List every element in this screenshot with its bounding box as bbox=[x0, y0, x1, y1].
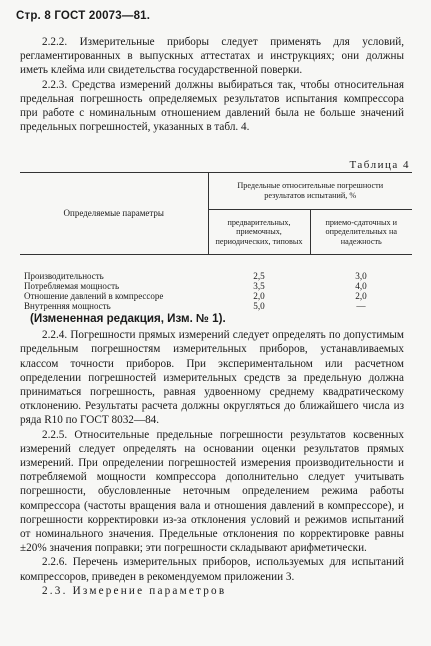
revision-note: (Измененная редакция, Изм. № 1). bbox=[30, 312, 226, 325]
row-value-2: — bbox=[356, 301, 366, 311]
paragraph-2-2-3: 2.2.3. Средства измерений должны выбираться так, чтобы относительная предельная погрешность определяемых результатов испытания компрессора при работе с номинальным отношением давлений была не больше значений предельных погрешностей, указанных в табл. 4. bbox=[20, 78, 404, 134]
section-heading-2-3: 2.3. Измерение параметров bbox=[42, 584, 227, 597]
param-header: Определяемые параметры bbox=[20, 173, 208, 255]
row-value-2: 4,0 bbox=[355, 281, 367, 291]
table-row bbox=[20, 281, 412, 291]
paragraph-2-2-6: 2.2.6. Перечень измерительных приборов, используемых для испытаний компрессоров, приведен в рекомендуемом приложении 3. bbox=[20, 556, 404, 583]
row-name: Внутренняя мощность bbox=[24, 301, 111, 311]
paragraph-2-2-2: 2.2.2. Измерительные приборы следует применять для условий, регламентированных в выпускных аттестатах и инструкциях; они должны иметь клейма или свидетельства государственной поверки. bbox=[20, 36, 404, 77]
intro-text bbox=[20, 35, 404, 134]
row-value-2: 2,0 bbox=[355, 291, 367, 301]
row-value-1: 2,5 bbox=[253, 271, 265, 281]
row-value-1: 5,0 bbox=[253, 301, 265, 311]
row-name: Производительность bbox=[24, 271, 104, 281]
table-row bbox=[20, 255, 412, 282]
group-header: Предельные относительные погрешности результатов испытаний, % bbox=[208, 173, 412, 210]
table-caption: Таблица 4 bbox=[349, 159, 410, 171]
paragraph-2-2-5: 2.2.5. Относительные предельные погрешности результатов косвенных измерений следует определять на основании оценки результатов прямых измерений. При определении погрешностей измерения производительности и потребляемой мощности компрессора дополнительно следует учитывать погрешности, обусловленные неточным определением режима работы компрессора (частоты вращения вала и отношения давлений в компрессоре), и погрешности корректировки из-за отклонения условий и режимов испытаний от номинального значения. Предельные отклонения по корректировке равны ±20% значения поправки; эти погрешности складывают арифметически. bbox=[20, 428, 404, 555]
row-name: Отношение давлений в компрессоре bbox=[24, 291, 164, 301]
row-name: Потребляемая мощность bbox=[24, 281, 120, 291]
row-value-1: 2,0 bbox=[253, 291, 265, 301]
page-header: Стр. 8 ГОСТ 20073—81. bbox=[16, 10, 151, 22]
body-text bbox=[20, 312, 404, 598]
row-value-1: 3,5 bbox=[253, 281, 265, 291]
table-row bbox=[20, 301, 412, 311]
table-row bbox=[20, 291, 412, 301]
row-value-2: 3,0 bbox=[355, 271, 367, 281]
sub-header-1: предварительных, приемочных, периодических, типовых bbox=[208, 210, 310, 255]
errors-table bbox=[20, 172, 412, 311]
paragraph-2-2-4: 2.2.4. Погрешности прямых измерений следует определять по допустимым предельным погрешностям измерительных приборов, устанавливаемых классом точности приборов. При экспериментальном или расчетном определении погрешностей измерительных средств за предельную должна приниматься погрешность, равная удвоенному среднему квадратическому отклонению. Результаты расчета должны округляться до ближайшего числа из ряда R10 по ГОСТ 8032—84. bbox=[20, 329, 404, 427]
sub-header-2: приемо-сдаточных и определительных на надежность bbox=[310, 210, 412, 255]
